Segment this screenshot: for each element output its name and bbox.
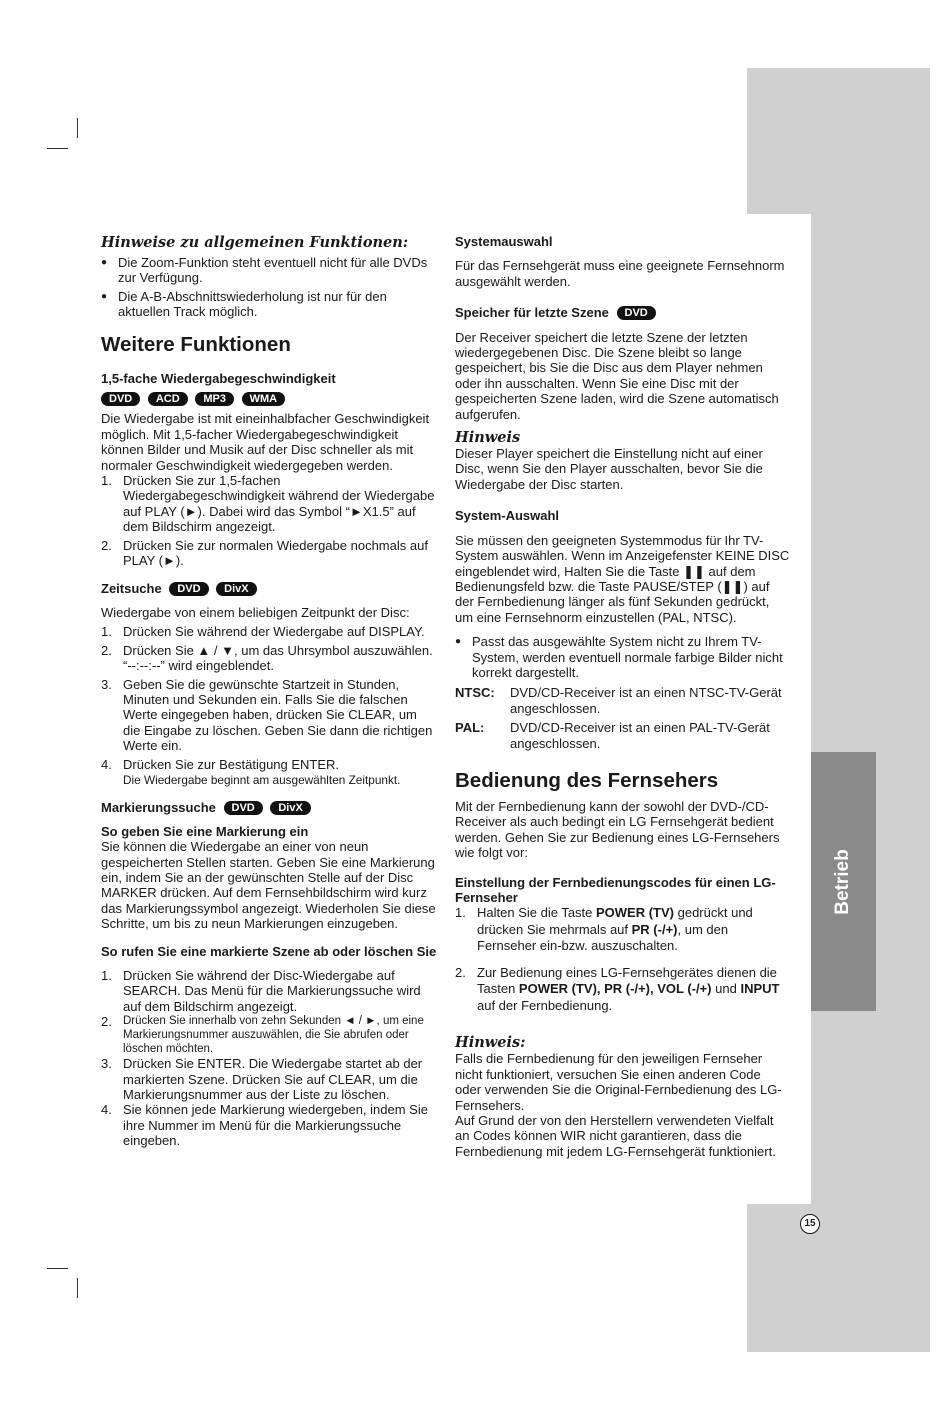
section-title: Bedienung des Fernsehers [455,768,719,792]
tv-norm-list [455,685,790,751]
note-text: Dieser Player speichert die Einstellung nicht auf einer Disc, wenn Sie den Player ausschalten, bevor Sie die Wiedergabe der Disc starten. [455,446,763,492]
chapter-tab-label: Betrieb [832,849,853,915]
list-item: ● Die A-B-Abschnittswiederholung ist nur für den aktuellen Track möglich. [101,289,437,320]
speed-badges [101,391,437,406]
page-number: 15 [800,1214,820,1234]
list-item: 1. Drücken Sie während der Disc-Wiedergabe auf SEARCH. Das Menü für die Markierungssuche wird auf dem Bildschirm angezeigt. [101,968,421,1014]
note-title: Hinweis [455,429,521,447]
marker-steps [101,968,437,1149]
disc-badge: DVD [101,392,140,406]
marker-title: Markierungssuche [101,800,216,816]
disc-badge: ACD [148,392,188,406]
marker-enter-title: So geben Sie eine Markierung ein [101,823,309,839]
disc-badge: MP3 [195,392,234,406]
disc-badge: DVD [224,801,263,815]
crop-mark [47,148,68,149]
note-text: Falls die Fernbedienung für den jeweiligen Fernseher nicht funktioniert, versuchen Sie einen anderen Code oder verwenden Sie die Original-Fernbedienung des LG-Fernsehers. [455,1051,782,1113]
list-item: 3. Geben Sie die gewünschte Startzeit in Stunden, Minuten und Sekunden ein. Falls Sie die falschen Werte eingegeben haben, drücken Sie CLEAR, um die Eingabe zu löschen. Geben Sie dann die richtigen Werte ein. [101,676,433,754]
notes-list [101,255,437,320]
speed-title: 1,5-fache Wiedergabegeschwindigkeit [101,370,336,386]
note-title: Hinweis: [455,1034,526,1052]
marker-recall-title: So rufen Sie eine markierte Szene ab oder löschen Sie [101,943,437,959]
disc-badge: DivX [270,801,310,815]
time-search-intro: Wiedergabe von einem beliebigen Zeitpunkt der Disc: [101,604,410,620]
tv-intro: Mit der Fernbedienung kann der sowohl der DVD-/CD-Receiver als auch bedingt ein LG Fernsehgerät bedient werden. Gehen Sie zur Bedienung eines LG-Fernsehers wie folgt vor: [455,798,780,861]
list-item: 2. Drücken Sie zur normalen Wiedergabe nochmals auf PLAY (►). [101,537,428,569]
disc-badge: DVD [169,582,208,596]
side-band-bottom [747,1204,930,1352]
step-note: Die Wiedergabe beginnt am ausgewählten Zeitpunkt. [123,772,401,787]
disc-badge: DVD [617,306,656,320]
crop-mark [77,118,78,138]
time-search-header [101,581,437,596]
list-item: PAL: DVD/CD-Receiver ist an einen PAL-TV-Gerät angeschlossen. [455,720,770,751]
section-title: Weitere Funktionen [101,332,291,356]
right-column [455,234,790,1159]
list-item: ● Passt das ausgewählte System nicht zu Ihrem TV-System, werden eventuell normale farbige Bilder nicht korrekt dargestellt. [455,634,790,680]
list-item: ● Die Zoom-Funktion steht eventuell nicht für alle DVDs zur Verfügung. [101,255,437,286]
tv-steps [455,905,790,1014]
system-select-title: Systemauswahl [455,234,553,249]
crop-mark [47,1268,68,1269]
disc-badge: WMA [242,392,286,406]
last-scene-header [455,305,790,320]
side-band-middle [811,214,930,1204]
list-item: 4. Drücken Sie zur Bestätigung ENTER. Die Wiedergabe beginnt am ausgewählten Zeitpunkt. [101,756,401,787]
tv-code-title: Einstellung der Fernbedienungscodes für einen LG-Fernseher [455,874,776,905]
time-search-steps [101,624,437,788]
system-choice-title: System-Auswahl [455,508,560,524]
crop-mark [77,1278,78,1298]
list-item: 3. Drücken Sie ENTER. Die Wiedergabe startet ab der markierten Szene. Drücken Sie auf CLEAR, um die Markierungsnummer aus der Liste zu löschen. [101,1056,423,1103]
disc-badge: DivX [216,582,256,596]
system-choice-bullets [455,634,790,680]
notes-title: Hinweise zu allgemeinen Funktionen: [101,234,409,251]
left-column [101,234,437,1149]
list-item: 4. Sie können jede Markierung wiedergeben, indem Sie ihre Nummer im Menü für die Markierungssuche eingeben. [101,1102,428,1149]
time-search-title: Zeitsuche [101,580,162,596]
list-item: 2. Drücken Sie innerhalb von zehn Sekunden ◄ / ►, um eine Markierungsnummer auszuwählen, die Sie abrufen oder löschen möchten. [101,1014,424,1056]
list-item: 1. Drücken Sie während der Wiedergabe auf DISPLAY. [101,624,425,640]
list-item: NTSC: DVD/CD-Receiver ist an einen NTSC-TV-Gerät angeschlossen. [455,685,782,716]
list-item: 1. Halten Sie die Taste POWER (TV) gedrückt und drücken Sie mehrmals auf PR (-/+), um den Fernseher ein-bzw. auszuschalten. [455,905,753,954]
list-item: 2. Zur Bedienung eines LG-Fernsehgerätes dienen die Tasten POWER (TV), PR (-/+), VOL (-/+) und INPUT auf der Fernbedienung. [455,964,780,1013]
list-item: 2. Drücken Sie ▲ / ▼, um das Uhrsymbol auszuwählen. “--:--:--” wird eingeblendet. [101,642,433,674]
list-item: 1. Drücken Sie zur 1,5-fachen Wiedergabegeschwindigkeit während der Wiedergabe auf PLAY (►). Dabei wird das Symbol “►X1.5” auf dem Bildschirm angezeigt. [101,473,435,535]
marker-header [101,800,437,815]
last-scene-title: Speicher für letzte Szene [455,305,609,321]
system-select-text: Für das Fernsehgerät muss eine geeignete Fernsehnorm ausgewählt werden. [455,258,785,289]
note-text: Auf Grund der von den Herstellern verwendeten Vielfalt an Codes können WIR nicht garantieren, dass die Fernbedienung mit jedem LG-Fernsehgerät funktioniert. [455,1113,776,1159]
last-scene-text: Der Receiver speichert die letzte Szene der letzten wiedergegebenen Disc. Die Szene bleibt so lange gespeichert, bis Sie die Disc aus dem Player nehmen oder ihn ausschalten. Wenn Sie eine Disc mit der gespeicherten Szene laden, wird die Szene automatisch aufgerufen. [455,329,779,422]
speed-intro: Die Wiedergabe ist mit eineinhalbfacher Geschwindigkeit möglich. Mit 1,5-facher Wiedergabegeschwindigkeit können Bilder und Musik auf der Disc schneller als mit normaler Geschwindigkeit wiedergegeben werden. [101,411,430,473]
side-band-top [747,68,930,214]
marker-enter-text: Sie können die Wiedergabe an einer von neun gespeicherten Stellen starten. Geben Sie eine Markierung ein, indem Sie an der gewünschten Stelle auf der Disc MARKER drücken. Auf dem Fernsehbildschirm wird kurz das Markierungssymbol angezeigt. Wiederholen Sie diese Schritte, um bis zu neun Markierungen einzugeben. [101,839,436,932]
system-choice-text: Sie müssen den geeigneten Systemmodus für Ihr TV-System auswählen. Wenn im Anzeigefenster KEINE DISC eingeblendet wird, Halten Sie die Taste ❚❚ auf dem Bedienungsfeld bzw. die Taste PAUSE/STEP (❚❚) auf der Fernbedienung länger als fünf Sekunden gedrückt, um eine Fernsehnorm einzustellen (PAL, NTSC). [455,532,790,625]
speed-steps [101,473,437,568]
